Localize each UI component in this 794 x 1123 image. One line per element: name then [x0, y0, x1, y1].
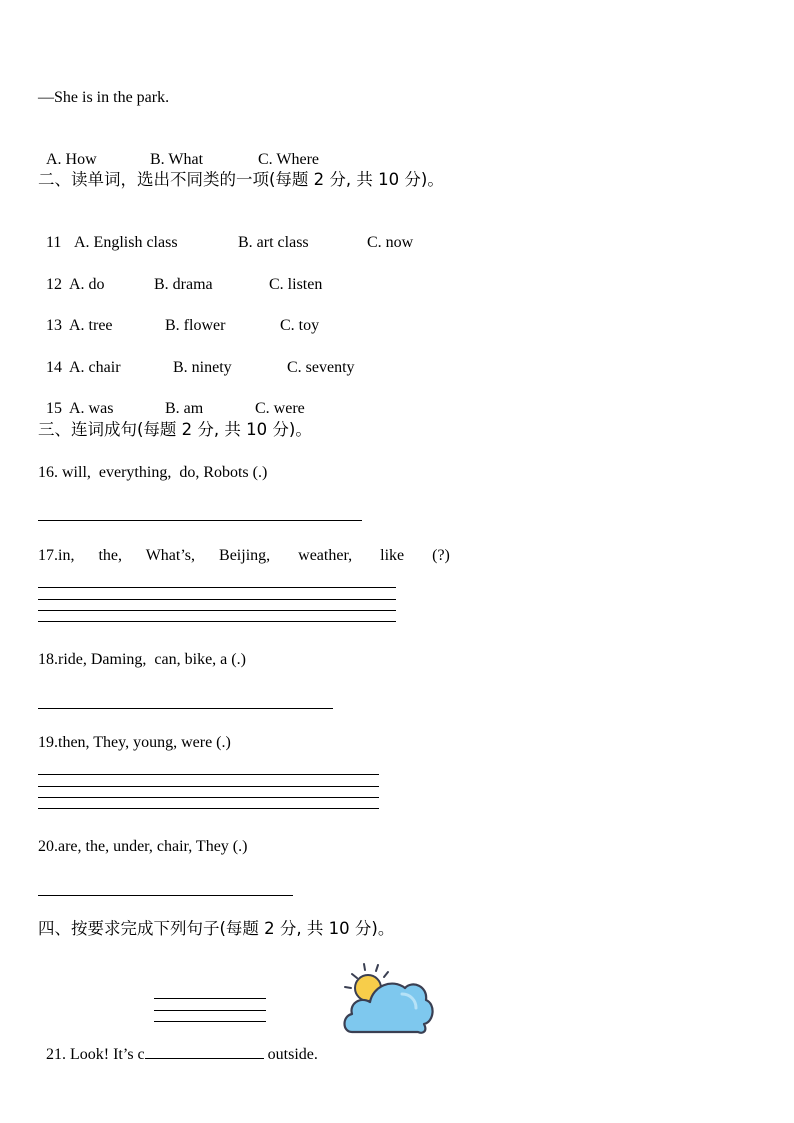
option-a: A. English class: [74, 234, 178, 251]
answer-line[interactable]: [38, 621, 396, 622]
answer-line[interactable]: [154, 998, 266, 999]
option-b: B. flower: [165, 317, 226, 334]
option-b: B. am: [165, 400, 204, 417]
q21-blank[interactable]: [145, 1044, 264, 1059]
q10-options: [38, 130, 319, 170]
q10-answer-line: —She is in the park.: [38, 89, 170, 106]
answer-line[interactable]: [38, 520, 362, 521]
option-a: A. tree: [69, 317, 113, 334]
question-17: 17.in, the, What’s, Beijing, weather, like (?): [38, 547, 450, 564]
answer-line[interactable]: [154, 1021, 266, 1022]
answer-line[interactable]: [38, 708, 333, 709]
option-b: B. ninety: [173, 359, 232, 376]
option-c: C. toy: [280, 317, 320, 334]
answer-line[interactable]: [38, 599, 396, 600]
section2-heading: 二、读单词，选出不同类的一项(每题 2 分, 共 10 分)。: [38, 170, 444, 189]
option-a: A. do: [69, 276, 105, 293]
section4-heading: 四、按要求完成下列句子(每题 2 分, 共 10 分)。: [38, 919, 395, 938]
option-c: C. now: [367, 234, 414, 251]
option-a: A. chair: [69, 359, 121, 376]
option-b: B. drama: [154, 276, 213, 293]
q10-option-c: C. Where: [258, 151, 320, 168]
question-16: 16. will, everything, do, Robots (.): [38, 464, 268, 481]
section3-heading: 三、连词成句(每题 2 分, 共 10 分)。: [38, 420, 312, 439]
q10-option-b: B. What: [150, 151, 204, 168]
option-c: C. were: [255, 400, 305, 417]
question-15: [38, 379, 305, 419]
question-18: 18.ride, Daming, can, bike, a (.): [38, 651, 246, 668]
answer-line[interactable]: [38, 587, 396, 588]
question-19: 19.then, They, young, were (.): [38, 734, 231, 751]
q21-text-after: outside.: [263, 1046, 318, 1063]
answer-line[interactable]: [38, 808, 379, 809]
question-number: 11: [46, 234, 62, 251]
question-20: 20.are, the, under, chair, They (.): [38, 838, 248, 855]
q21-text-before: 21. Look! It’s c: [46, 1046, 145, 1063]
question-13: [38, 296, 319, 336]
answer-line[interactable]: [38, 610, 396, 611]
question-number: 14: [46, 359, 62, 376]
question-number: 12: [46, 276, 62, 293]
option-b: B. art class: [238, 234, 309, 251]
q10-option-a: A. How: [46, 151, 97, 168]
question-number: 15: [46, 400, 62, 417]
question-14: [38, 338, 355, 378]
question-21: [38, 1024, 318, 1065]
answer-line[interactable]: [38, 895, 293, 896]
answer-line[interactable]: [154, 1010, 266, 1011]
answer-line[interactable]: [38, 786, 379, 787]
question-12: [38, 255, 322, 295]
option-a: A. was: [69, 400, 114, 417]
question-number: 13: [46, 317, 62, 334]
answer-line[interactable]: [38, 774, 379, 775]
option-c: C. seventy: [287, 359, 355, 376]
cloud-sun-icon: [340, 960, 434, 1040]
answer-line[interactable]: [38, 797, 379, 798]
question-11: [38, 213, 413, 253]
option-c: C. listen: [269, 276, 323, 293]
